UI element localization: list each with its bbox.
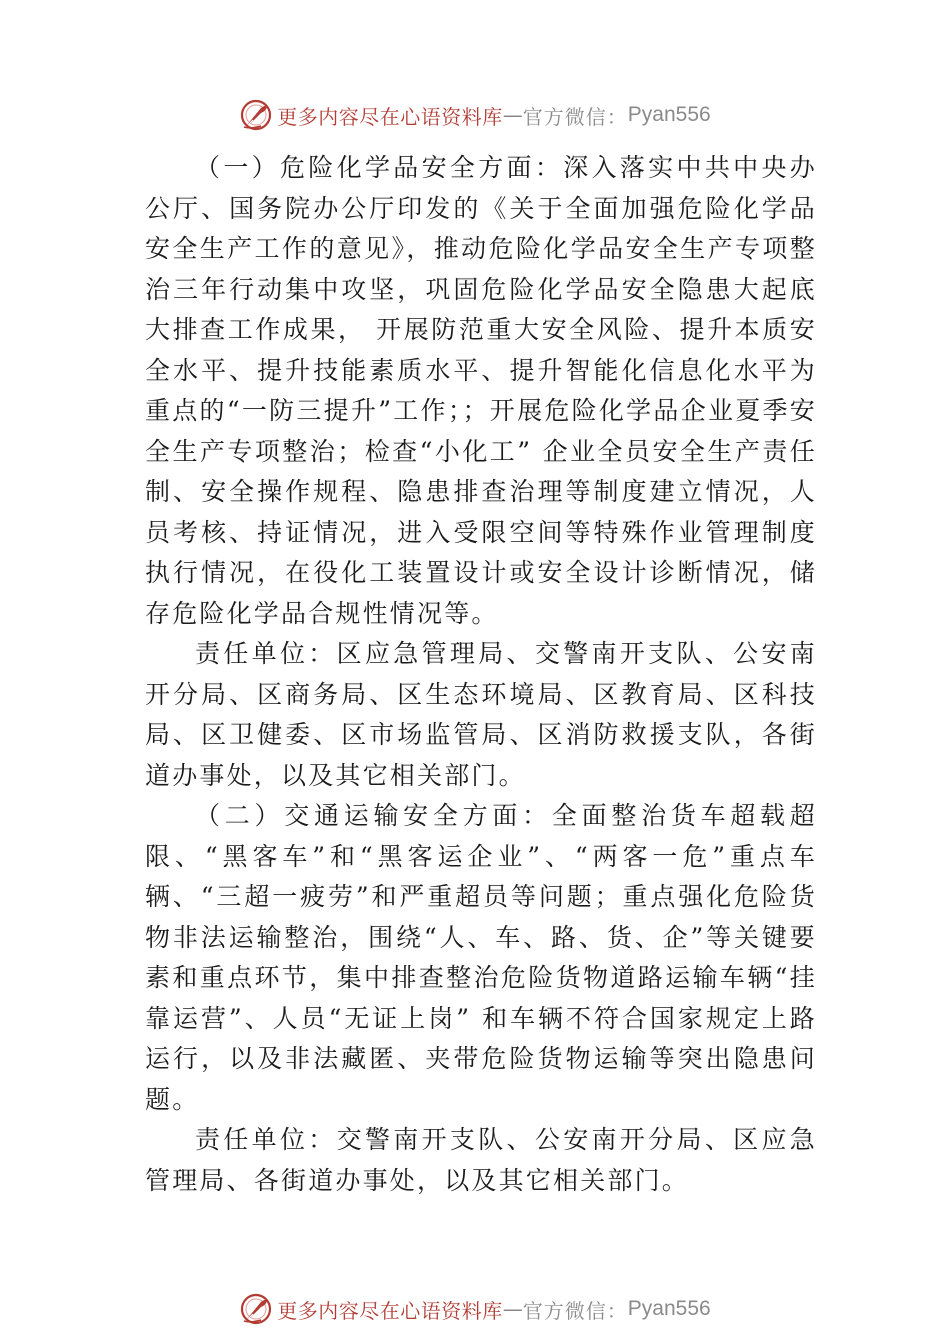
- banner-wechat-label: 官方微信：: [522, 104, 628, 129]
- section-2-responsibility: 责任单位：交警南开支队、公安南开分局、区应急管理局、各街道办事处，以及其它相关部门。: [145, 1125, 817, 1195]
- document-body: [145, 148, 817, 1201]
- banner-separator: —: [502, 1297, 523, 1321]
- banner-title: 更多内容尽在心语资料库: [277, 1298, 503, 1323]
- banner-title: 更多内容尽在心语资料库: [277, 104, 503, 129]
- banner-separator: —: [502, 103, 523, 127]
- quill-pen-logo-icon: [239, 1292, 273, 1326]
- quill-pen-logo-icon: [239, 98, 273, 132]
- section-1-responsibility: 责任单位：区应急管理局、交警南开支队、公安南开分局、区商务局、区生态环境局、区教育局、区科技局、区卫健委、区市场监管局、区消防救援支队，各街道办事处，以及其它相关部门。: [145, 639, 817, 790]
- section-1-paragraph: （一）危险化学品安全方面：深入落实中共中央办公厅、国务院办公厅印发的《关于全面加强危险化学品安全生产工作的意见》，推动危险化学品安全生产专项整治三年行动集中攻坚，巩固危险化学品安全隐患大起底大排查工作成果， 开展防范重大安全风险、提升本质安全水平、提升技能素质水平、提升智能化信息化水平为重点的“一防三提升”工作；；开展危险化学品企业夏季安全生产专项整治；检查“小化工” 企业全员安全生产责任制、安全操作规程、隐患排查治理等制度建立情况，人员考核、持证情况，进入受限空间等特殊作业管理制度执行情况，在役化工装置设计或安全设计诊断情况，储存危险化学品合规性情况等。: [145, 153, 817, 628]
- header-banner: [0, 95, 950, 135]
- footer-banner: [0, 1289, 950, 1329]
- banner-wechat-id: Pyan556: [627, 103, 711, 126]
- banner-wechat-label: 官方微信：: [522, 1298, 628, 1323]
- section-2-paragraph: （二）交通运输安全方面：全面整治货车超载超限、“黑客车”和“黑客运企业”、“两客一危”重点车辆、“三超一疲劳”和严重超员等问题；重点强化危险货物非法运输整治，围绕“人、车、路、货、企”等关键要素和重点环节，集中排查整治危险货物道路运输车辆“挂靠运营”、人员“无证上岗” 和车辆不符合国家规定上路运行，以及非法藏匿、夹带危险货物运输等突出隐患问题。: [145, 801, 817, 1114]
- banner-wechat-id: Pyan556: [627, 1297, 711, 1320]
